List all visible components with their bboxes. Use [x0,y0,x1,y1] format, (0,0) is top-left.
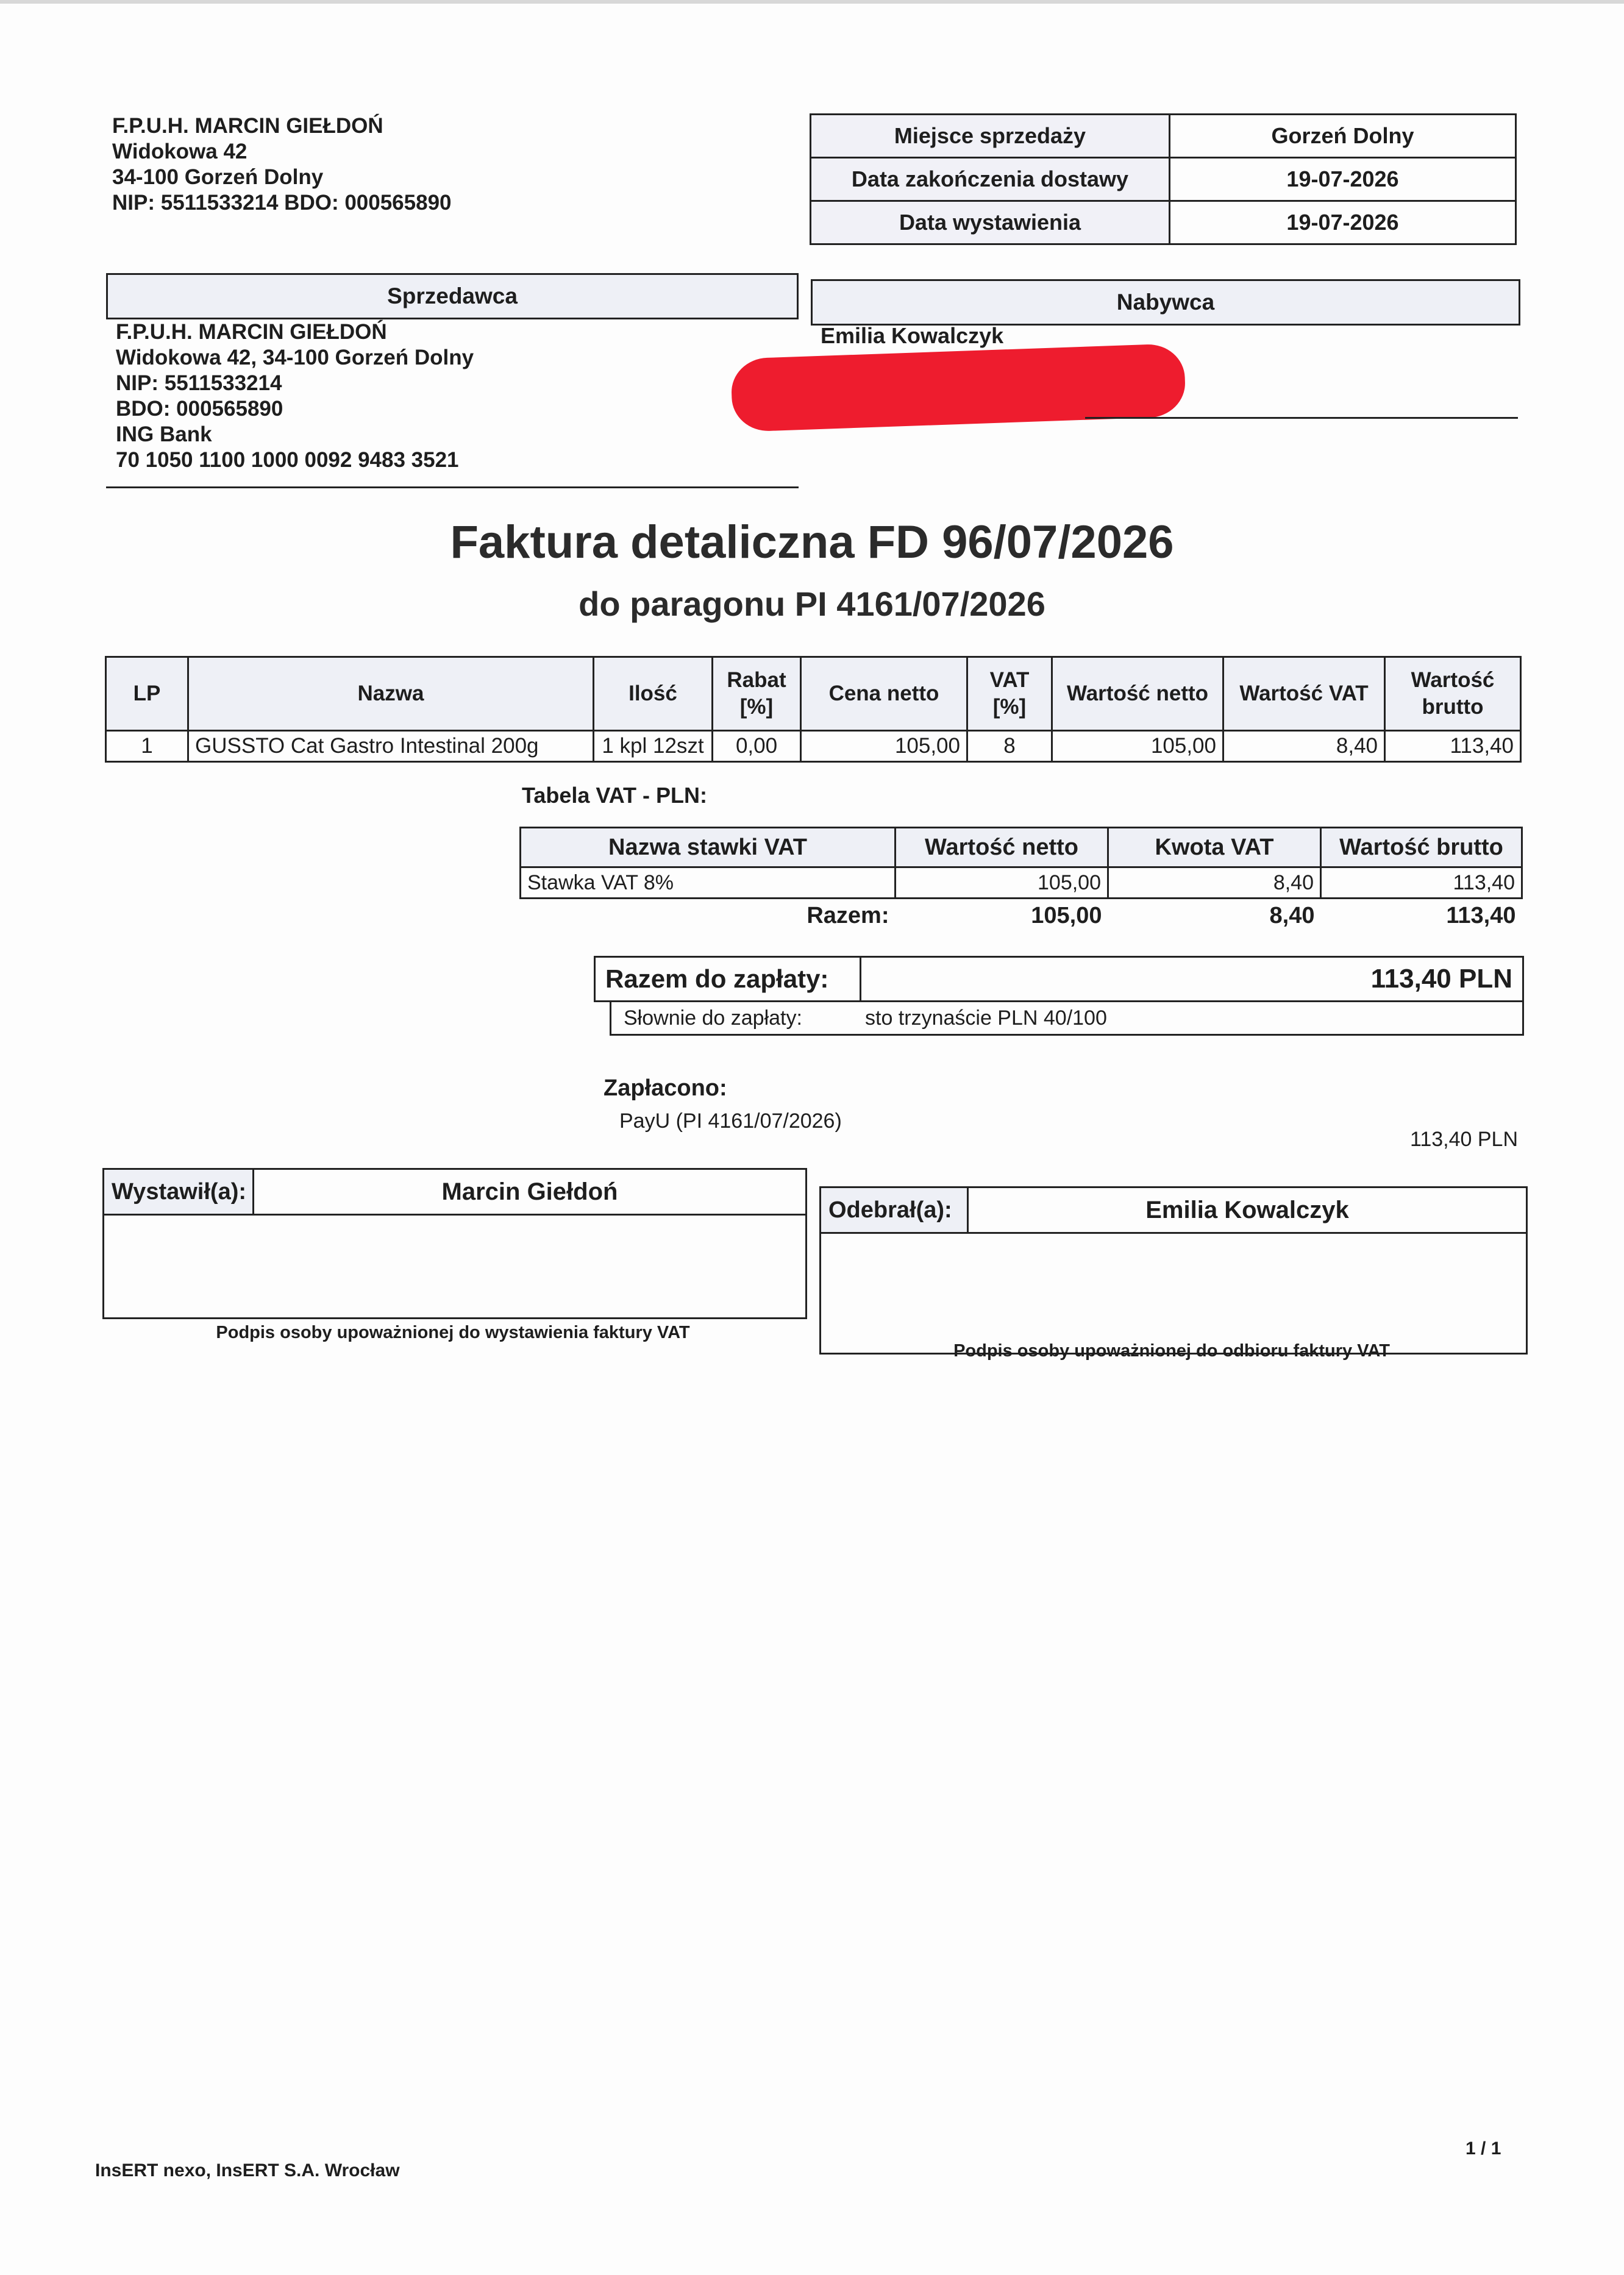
receiver-signature-box [819,1186,1528,1355]
buyer-divider [1085,417,1518,419]
company-city: 34-100 Gorzeń Dolny [112,165,324,189]
item-name: GUSSTO Cat Gastro Intestinal 200g [188,731,594,762]
company-ids: NIP: 5511533214 BDO: 000565890 [112,191,452,215]
company-header [112,113,452,216]
col-gross [1385,657,1521,731]
col-lp: LP [106,657,188,731]
receiver-signature-caption: Podpis osoby upoważnionej do odbioru faktury VAT [953,1341,1390,1361]
meta-row [811,158,1516,201]
total-due-value: 113,40 PLN [1370,964,1512,994]
col-discount-line1: Rabat [727,668,786,692]
col-name: Nazwa [188,657,594,731]
page-number: 1 / 1 [1466,2138,1501,2159]
issuer-label: Wystawił(a): [104,1170,254,1214]
software-footer: InsERT nexo, InsERT S.A. Wrocław [95,2160,400,2181]
vat-total-label: Razem: [807,902,889,928]
vat-gross: 113,40 [1321,867,1522,899]
issuer-signature-caption: Podpis osoby upoważnionej do wystawienia faktury VAT [216,1323,690,1342]
col-discount [713,657,801,731]
meta-value: Gorzeń Dolny [1170,115,1516,158]
issuer-signature-box [102,1168,807,1319]
seller-account: 70 1050 1100 1000 0092 9483 3521 [116,448,459,472]
seller-bank: ING Bank [116,422,212,446]
vat-rate: Stawka VAT 8% [521,867,896,899]
meta-value: 19-07-2026 [1170,158,1516,201]
col-vat-value: Wartość VAT [1223,657,1385,731]
col-discount-line2: [%] [739,695,774,719]
paid-method: PayU (PI 4161/07/2026) [619,1109,842,1133]
col-qty: Ilość [594,657,713,731]
receiver-signature-header [821,1188,1526,1234]
amount-in-words-row [610,1002,1524,1036]
paid-label: Zapłacono: [604,1075,727,1101]
vat-col-net: Wartość netto [896,828,1108,867]
col-vat [967,657,1052,731]
col-gross-line1: Wartość [1411,668,1495,692]
company-street: Widokowa 42 [112,140,248,163]
meta-label: Miejsce sprzedaży [811,115,1170,158]
col-vat-line1: VAT [989,668,1030,692]
seller-bdo: BDO: 000565890 [116,397,283,421]
scan-edge [0,0,1624,4]
col-gross-line2: brutto [1422,695,1484,719]
meta-label: Data wystawienia [811,201,1170,244]
seller-name: F.P.U.H. MARCIN GIEŁDOŃ [116,320,387,344]
issuer-name: Marcin Giełdoń [441,1178,618,1205]
table-row [106,731,1521,762]
vat-total-net: 105,00 [1031,902,1102,928]
seller-address: Widokowa 42, 34-100 Gorzeń Dolny [116,346,474,369]
vat-net: 105,00 [896,867,1108,899]
amount-in-words-value: sto trzynaście PLN 40/100 [865,1006,1107,1030]
item-lp: 1 [106,731,188,762]
vat-table-title: Tabela VAT - PLN: [522,783,708,808]
vat-col-rate: Nazwa stawki VAT [521,828,896,867]
vat-total-gross: 113,40 [1446,902,1516,928]
paid-amount: 113,40 PLN [1409,1128,1518,1151]
total-due-row [594,956,1524,1002]
amount-in-words-label: Słownie do zapłaty: [624,1006,802,1030]
vat-total-row [521,899,1522,933]
table-row [521,867,1522,899]
receiver-label: Odebrał(a): [821,1188,969,1232]
meta-row [811,115,1516,158]
issuer-signature-header [104,1170,805,1216]
buyer-heading: Nabywca [811,279,1520,326]
vat-col-vat: Kwota VAT [1108,828,1321,867]
item-qty: 1 kpl 12szt [594,731,713,762]
seller-details [116,319,474,473]
invoice-title: Faktura detaliczna FD 96/07/2026 [450,516,1174,568]
seller-nip: NIP: 5511533214 [116,371,282,395]
company-name: F.P.U.H. MARCIN GIEŁDOŃ [112,114,383,138]
items-header-row [106,657,1521,731]
vat-header-row [521,828,1522,867]
sale-meta-table [810,113,1517,245]
col-net-price: Cena netto [801,657,967,731]
receiver-name: Emilia Kowalczyk [1145,1197,1349,1223]
item-net-value: 105,00 [1052,731,1223,762]
vat-amount: 8,40 [1108,867,1321,899]
total-due-box [594,956,1524,1036]
items-table [105,656,1522,763]
seller-divider [106,486,799,488]
invoice-subtitle: do paragonu PI 4161/07/2026 [579,585,1045,623]
seller-heading: Sprzedawca [106,273,799,319]
item-net-price: 105,00 [801,731,967,762]
vat-table [519,827,1523,932]
meta-row [811,201,1516,244]
vat-col-gross: Wartość brutto [1321,828,1522,867]
item-vat: 8 [967,731,1052,762]
col-net-value: Wartość netto [1052,657,1223,731]
buyer-name: Emilia Kowalczyk [821,323,1004,348]
meta-value: 19-07-2026 [1170,201,1516,244]
total-due-label: Razem do zapłaty: [596,958,861,1000]
item-gross: 113,40 [1385,731,1521,762]
item-vat-value: 8,40 [1223,731,1385,762]
meta-label: Data zakończenia dostawy [811,158,1170,201]
col-vat-line2: [%] [992,695,1027,719]
redaction-mark [730,343,1186,432]
item-discount: 0,00 [713,731,801,762]
vat-total-vat: 8,40 [1269,902,1315,928]
